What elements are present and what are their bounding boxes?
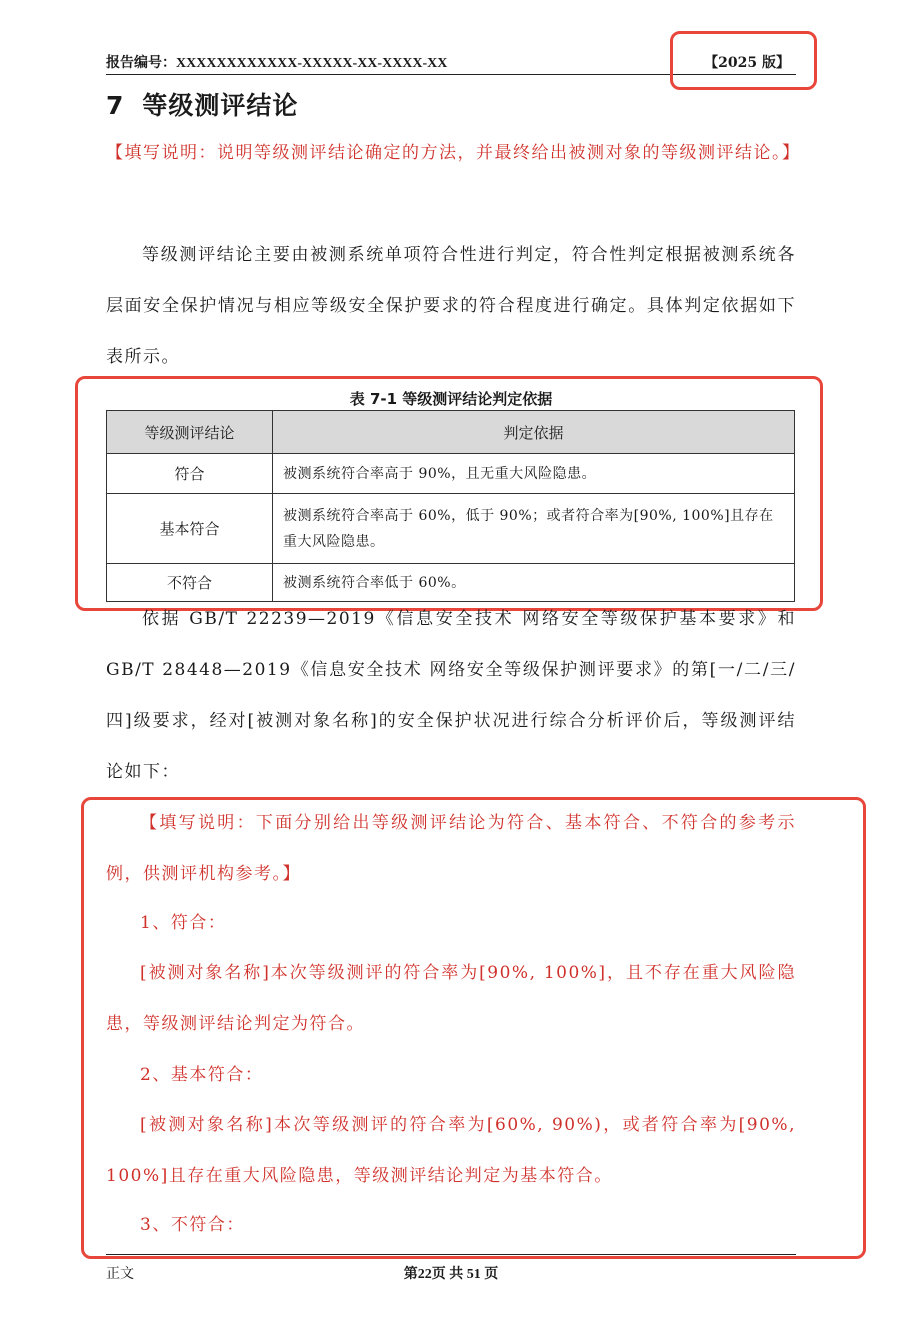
- example-3-title: 3、不符合：: [140, 1215, 245, 1235]
- row-basis: 被测系统符合率高于 90%，且无重大风险隐患。: [273, 454, 795, 494]
- example-1-title: 1、符合：: [140, 913, 227, 933]
- table-row: [107, 454, 795, 494]
- edition-label: 【2025 版】: [704, 55, 790, 71]
- table-header-row: [107, 411, 795, 454]
- row-conclusion: 基本符合: [107, 494, 273, 564]
- table-caption: 表 7-1 等级测评结论判定依据: [349, 390, 553, 408]
- report-number: 报告编号：XXXXXXXXXXXX-XXXXX-XX-XXXX-XX: [106, 56, 448, 71]
- example-2-text: [被测对象名称]本次等级测评的符合率为[60%, 90%)，或者符合率为[90%, 100%]且存在重大风险隐患，等级测评结论判定为基本符合。: [106, 1115, 796, 1186]
- section-number: 7: [106, 91, 125, 120]
- paragraph-basis: 依据 GB/T 22239—2019《信息安全技术 网络安全等级保护基本要求》和 GB/T 28448—2019《信息安全技术 网络安全等级保护测评要求》的第[一/二/三/四]级要求，经对[被测对象名称]的安全保护状况进行综合分析评价后，等级测评结论如下：: [106, 609, 796, 782]
- page-number: 第22页 共 51 页: [403, 1267, 499, 1282]
- judgement-table: [106, 410, 795, 602]
- instruction-note-1: 【填写说明：说明等级测评结论确定的方法，并最终给出被测对象的等级测评结论。】: [106, 143, 801, 163]
- edition-highlight-box: [670, 31, 817, 90]
- section-title: [106, 86, 298, 122]
- row-conclusion: 符合: [107, 454, 273, 494]
- row-basis: 被测系统符合率高于 60%，低于 90%；或者符合率为[90%, 100%]且存在重大风险隐患。: [273, 494, 795, 564]
- instruction-note-2: 【填写说明：下面分别给出等级测评结论为符合、基本符合、不符合的参考示例，供测评机构参考。】: [106, 813, 796, 884]
- column-header-conclusion: 等级测评结论: [107, 411, 273, 454]
- row-basis: 被测系统符合率低于 60%。: [273, 564, 795, 602]
- row-conclusion: 不符合: [107, 564, 273, 602]
- example-2-title: 2、基本符合：: [140, 1065, 264, 1085]
- section-title-text: 等级测评结论: [142, 91, 299, 120]
- column-header-basis: 判定依据: [273, 411, 795, 454]
- table-row: [107, 494, 795, 564]
- paragraph-method: 等级测评结论主要由被测系统单项符合性进行判定，符合性判定根据被测系统各层面安全保护情况与相应等级安全保护要求的符合程度进行确定。具体判定依据如下表所示。: [106, 245, 796, 367]
- page-footer: [106, 1254, 796, 1281]
- example-1-text: [被测对象名称]本次等级测评的符合率为[90%, 100%]，且不存在重大风险隐患，等级测评结论判定为符合。: [106, 963, 796, 1034]
- footer-section-label: 正文: [106, 1266, 134, 1282]
